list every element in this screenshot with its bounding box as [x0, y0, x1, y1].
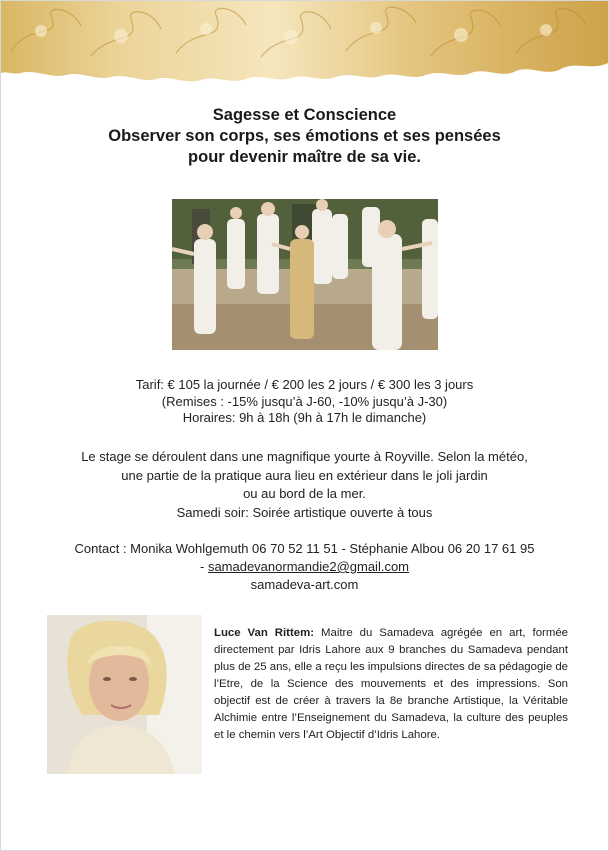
- decorative-gold-banner: [1, 1, 608, 85]
- description-line-3: ou au bord de la mer.: [243, 486, 366, 501]
- pricing-block: [1, 377, 608, 427]
- group-practice-photo: [172, 199, 438, 350]
- description-block: [1, 448, 608, 522]
- headline-subtitle-1: Observer son corps, ses émotions et ses pensées: [108, 127, 501, 145]
- portrait-photo: [47, 615, 202, 774]
- biography-body: Maitre du Samadeva agrégée en art, formée directement par Idris Lahore aux 9 branches du Samadeva pendant plus de 25 ans, elle a reçu les impulsions directes de sa pédagogie de l’Etre, de la Science des mouvements et des impressions. Son objectif est de créer à travers la 8e branche Artistique, la Véritable Alchimie entre l’Enseignement du Samadeva, la culture des peuples et le chemin vers l’Art Objectif d’Idris Lahore.: [214, 627, 568, 741]
- contact-website: samadeva-art.com: [250, 577, 359, 592]
- contact-block: [1, 540, 608, 594]
- contact-email-link[interactable]: samadevanormandie2@gmail.com: [207, 559, 410, 574]
- headline-title: Sagesse et Conscience: [212, 106, 397, 124]
- contact-dash: -: [199, 559, 208, 574]
- contact-phones: Contact : Monika Wohlgemuth 06 70 52 11 51 - Stéphanie Albou 06 20 17 61 95: [74, 541, 535, 556]
- pricing-remises: (Remises : -15% jusqu’à J-60, -10% jusqu’à J-30): [161, 393, 448, 409]
- pricing-tarif: Tarif: € 105 la journée / € 200 les 2 jours / € 300 les 3 jours: [135, 377, 474, 392]
- biography-text: [214, 625, 568, 744]
- headline-subtitle-2: pour devenir maître de sa vie.: [188, 148, 421, 166]
- pricing-horaires: Horaires: 9h à 18h (9h à 17h le dimanche): [182, 410, 427, 425]
- contact-email-line: [1, 558, 608, 576]
- description-line-1: Le stage se déroulent dans une magnifique yourte à Royville. Selon la météo,: [81, 449, 528, 464]
- description-line-4: Samedi soir: Soirée artistique ouverte à tous: [176, 504, 433, 520]
- headline-block: [1, 105, 608, 168]
- description-line-2: une partie de la pratique aura lieu en extérieur dans le joli jardin: [121, 467, 488, 483]
- biography-name: Luce Van Rittem:: [214, 627, 315, 639]
